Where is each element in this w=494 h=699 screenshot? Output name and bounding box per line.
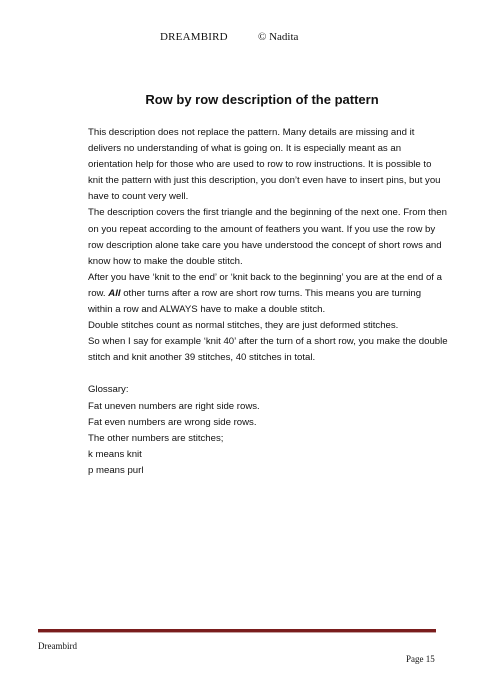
paragraph-coverage: The description covers the first triangle and the beginning of the next one. From then on you repeat according to the amount of feathers you want. If you use the row by row description alone take care you have understood the concept of short rows and know how to make the double stitch. xyxy=(88,207,447,267)
paragraph-turns xyxy=(88,270,448,318)
spacer xyxy=(88,366,448,382)
glossary-line: k means knit xyxy=(88,448,142,460)
footer-brand: Dreambird xyxy=(38,641,77,651)
paragraph-turns-start: After you have ‘knit to the end’ or ‘knit back to the beginning’ you are at the end of a row. xyxy=(88,271,442,299)
footer-divider xyxy=(38,629,436,633)
glossary-line: The other numbers are stitches; xyxy=(88,432,224,444)
paragraph-turns-end: other turns after a row are short row turns. This means you are turning within a row and ALWAYS have to make a double stitch. xyxy=(88,287,422,316)
paragraph-intro: This description does not replace the pattern. Many details are missing and it delivers no understanding of what is going on. It is especially meant as an orientation help for those who are used to row to row instructions. It is possible to knit the pattern with just this description, you don’t even have to insert pins, but you have to count very well. xyxy=(88,127,441,203)
glossary-line: Fat even numbers are wrong side rows. xyxy=(88,416,257,428)
glossary-line: Fat uneven numbers are right side rows. xyxy=(88,400,260,412)
header-copyright: © Nadita xyxy=(258,31,299,43)
page-title: Row by row description of the pattern xyxy=(145,92,379,107)
glossary-line: p means purl xyxy=(88,464,144,476)
document-body xyxy=(88,125,448,479)
page-number: Page 15 xyxy=(406,654,435,664)
header-brand: DREAMBIRD xyxy=(160,31,228,43)
paragraph-double-stitches: Double stitches count as normal stitches, they are just deformed stitches. xyxy=(88,320,399,332)
paragraph-example: So when I say for example ‘knit 40’ after the turn of a short row, you make the double stitch and knit another 39 stitches, 40 stitches in total. xyxy=(88,336,448,364)
emphasis-all: All xyxy=(108,287,121,299)
glossary-heading: Glossary: xyxy=(88,384,129,396)
